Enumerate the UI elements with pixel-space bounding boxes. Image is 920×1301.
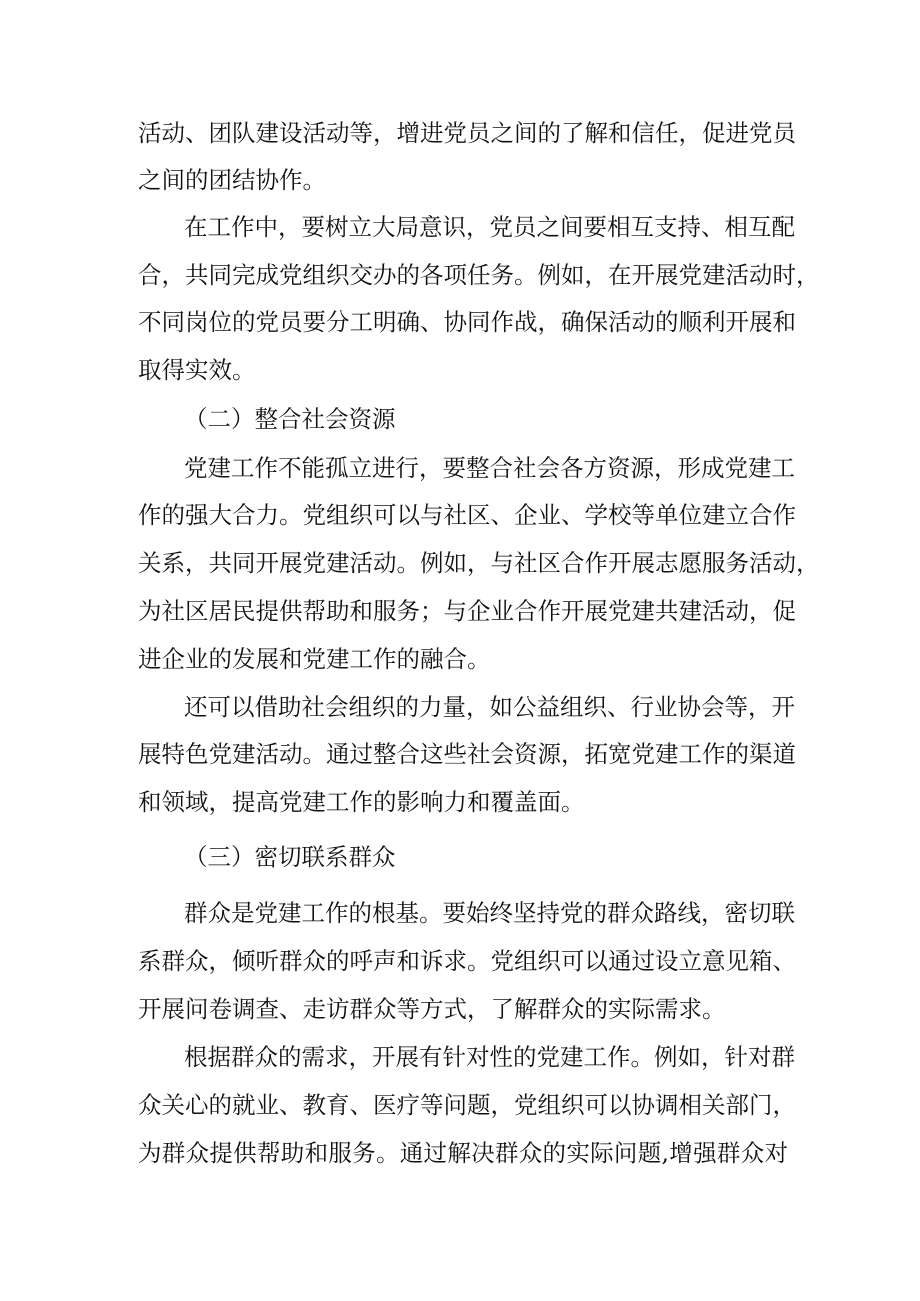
paragraph-line: 取得实效。 — [138, 356, 256, 384]
section-heading: （三）密切联系群众 — [184, 843, 396, 871]
paragraph-line: 不同岗位的党员要分工明确、协同作战，确保活动的顺利开展和 — [138, 308, 796, 336]
paragraph-line: 群众是党建工作的根基。要始终坚持党的群众路线，密切联 — [184, 899, 795, 927]
paragraph-line: 进企业的发展和党建工作的融合。 — [138, 645, 491, 673]
paragraph-line: 作的强大合力。党组织可以与社区、企业、学校等单位建立合作 — [138, 501, 796, 529]
paragraph-line: 在工作中，要树立大局意识，党员之间要相互支持、相互配 — [184, 213, 795, 241]
paragraph-line: 展特色党建活动。通过整合这些社会资源，拓宽党建工作的渠道 — [138, 740, 796, 768]
paragraph-line: 为群众提供帮助和服务。通过解决群众的实际问题,增强群众对 — [138, 1139, 788, 1167]
paragraph-line: 合，共同完成党组织交办的各项任务。例如，在开展党建活动时， — [138, 261, 820, 289]
paragraph-line: 党建工作不能孤立进行，要整合社会各方资源，形成党建工 — [184, 454, 795, 482]
paragraph-line: 关系，共同开展党建活动。例如，与社区合作开展志愿服务活动， — [138, 549, 820, 577]
paragraph-line: 为社区居民提供帮助和服务；与企业合作开展党建共建活动，促 — [138, 597, 796, 625]
paragraph-line: 众关心的就业、教育、医疗等问题，党组织可以协调相关部门， — [138, 1091, 796, 1119]
section-heading: （二）整合社会资源 — [184, 405, 396, 433]
paragraph-line: 还可以借助社会组织的力量，如公益组织、行业协会等，开 — [184, 693, 795, 721]
paragraph-line: 系群众，倾听群众的呼声和诉求。党组织可以通过设立意见箱、 — [138, 947, 796, 975]
paragraph-line: 开展问卷调查、走访群众等方式，了解群众的实际需求。 — [138, 995, 726, 1023]
paragraph-line: 和领域，提高党建工作的影响力和覆盖面。 — [138, 788, 585, 816]
paragraph-line: 根据群众的需求，开展有针对性的党建工作。例如，针对群 — [184, 1043, 795, 1071]
paragraph-line: 活动、团队建设活动等，增进党员之间的了解和信任，促进党员 — [138, 119, 796, 147]
paragraph-line: 之间的团结协作。 — [138, 166, 326, 194]
